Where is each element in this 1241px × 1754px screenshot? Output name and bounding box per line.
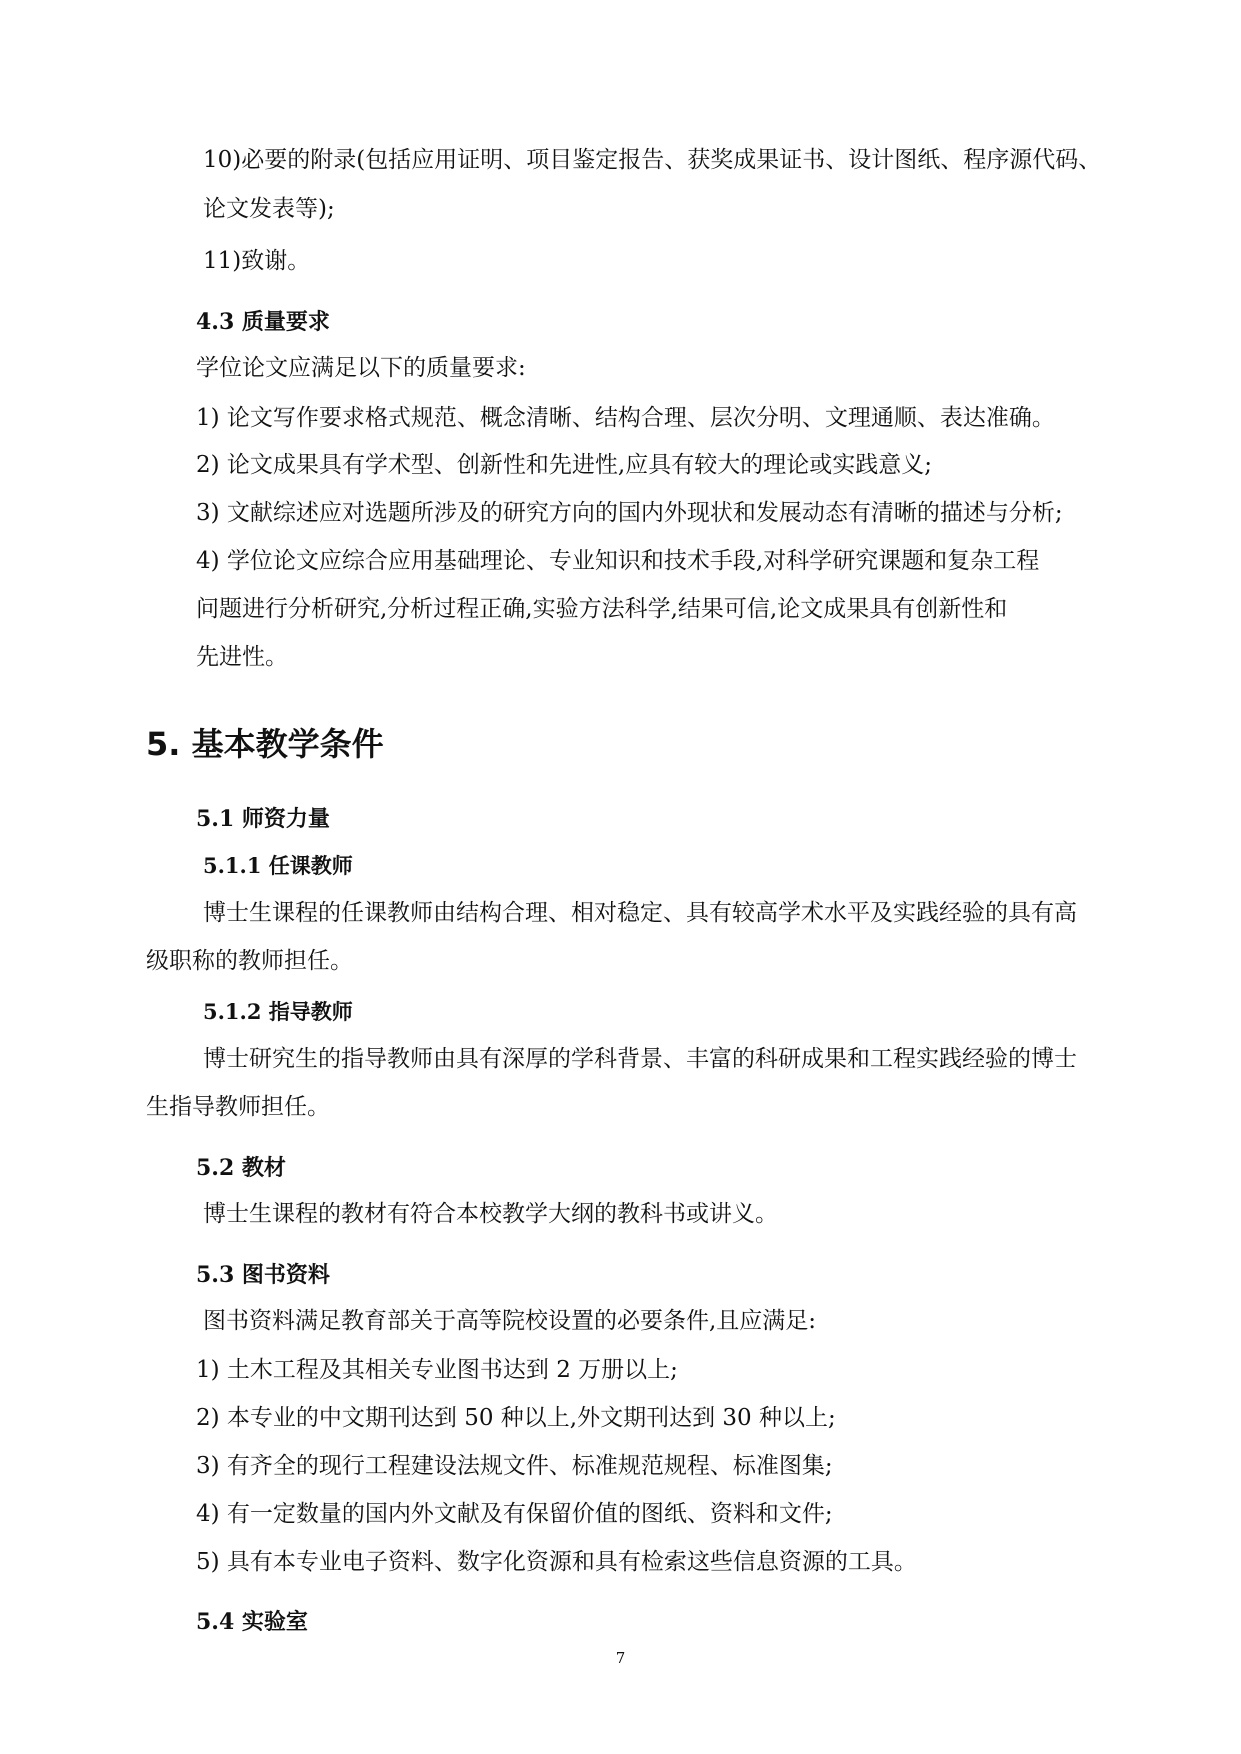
section-5-3-intro: 图书资料满足教育部关于高等院校设置的必要条件,且应满足:	[203, 1308, 817, 1334]
section-5-1-1-para-line2: 级职称的教师担任。	[146, 948, 353, 974]
section-5-1-2-heading: 5.1.2 指导教师	[203, 999, 353, 1024]
library-item-4: 4) 有一定数量的国内外文献及有保留价值的图纸、资料和文件;	[196, 1501, 833, 1527]
quality-item-4-line2: 问题进行分析研究,分析过程正确,实验方法科学,结果可信,论文成果具有创新性和	[196, 596, 1008, 622]
list-item-10-line2: 论文发表等);	[203, 196, 335, 222]
section-4-3-intro: 学位论文应满足以下的质量要求:	[196, 355, 526, 381]
section-5-2-para: 博士生课程的教材有符合本校教学大纲的教科书或讲义。	[203, 1201, 778, 1227]
page-number: 7	[615, 1649, 626, 1667]
chapter-5-heading: 5. 基本教学条件	[146, 725, 384, 763]
section-5-1-2-para-line1: 博士研究生的指导教师由具有深厚的学科背景、丰富的科研成果和工程实践经验的博士	[203, 1046, 1077, 1072]
quality-item-4-line3: 先进性。	[196, 644, 288, 670]
library-item-3: 3) 有齐全的现行工程建设法规文件、标准规范规程、标准图集;	[196, 1453, 833, 1479]
library-item-2: 2) 本专业的中文期刊达到 50 种以上,外文期刊达到 30 种以上;	[196, 1405, 836, 1431]
quality-item-3: 3) 文献综述应对选题所涉及的研究方向的国内外现状和发展动态有清晰的描述与分析;	[196, 500, 1063, 526]
library-item-1: 1) 土木工程及其相关专业图书达到 2 万册以上;	[196, 1357, 678, 1383]
section-5-1-1-para-line1: 博士生课程的任课教师由结构合理、相对稳定、具有较高学术水平及实践经验的具有高	[203, 900, 1077, 926]
section-5-2-heading: 5.2 教材	[196, 1155, 286, 1181]
section-4-3-heading: 4.3 质量要求	[196, 309, 330, 335]
quality-item-2: 2) 论文成果具有学术型、创新性和先进性,应具有较大的理论或实践意义;	[196, 452, 932, 478]
library-item-5: 5) 具有本专业电子资料、数字化资源和具有检索这些信息资源的工具。	[196, 1549, 917, 1575]
section-5-4-heading: 5.4 实验室	[196, 1609, 308, 1635]
quality-item-4-line1: 4) 学位论文应综合应用基础理论、专业知识和技术手段,对科学研究课题和复杂工程	[196, 548, 1040, 574]
list-item-10-line1: 10)必要的附录(包括应用证明、项目鉴定报告、获奖成果证书、设计图纸、程序源代码、	[203, 147, 1102, 173]
section-5-1-heading: 5.1 师资力量	[196, 806, 330, 832]
quality-item-1: 1) 论文写作要求格式规范、概念清晰、结构合理、层次分明、文理通顺、表达准确。	[196, 405, 1055, 431]
list-item-11: 11)致谢。	[203, 248, 311, 274]
section-5-1-1-heading: 5.1.1 任课教师	[203, 853, 353, 878]
section-5-1-2-para-line2: 生指导教师担任。	[146, 1094, 330, 1120]
section-5-3-heading: 5.3 图书资料	[196, 1262, 330, 1288]
